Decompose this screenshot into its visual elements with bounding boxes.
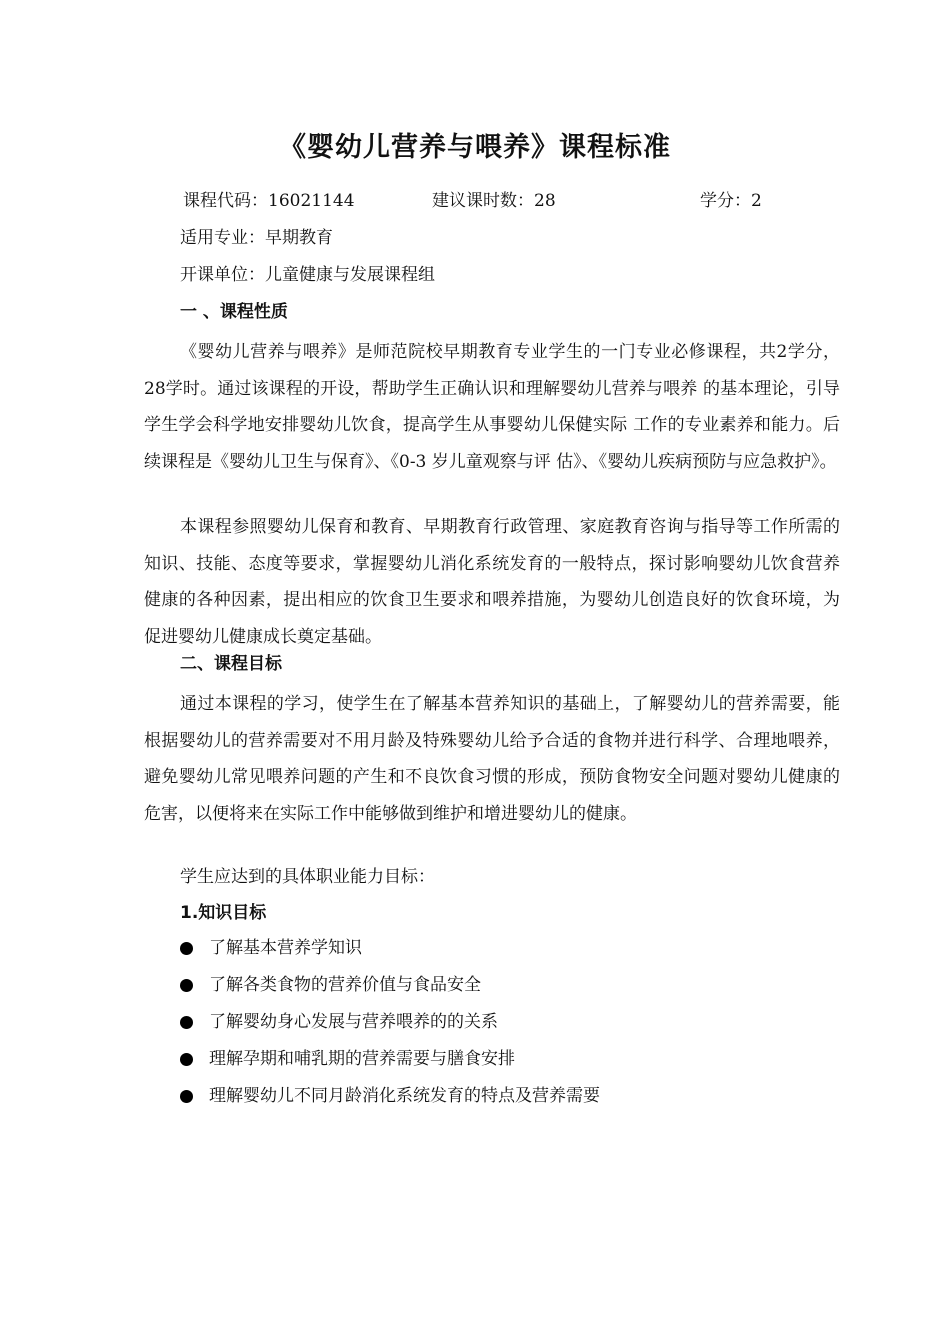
section-heading-course-nature: 一 、课程性质 [180,302,288,322]
credits: 学分：2 [700,191,762,211]
course-nature-paragraph-2: 本课程参照婴幼儿保育和教育、早期教育行政管理、家庭教育咨询与指导等工作所需的知识、技能、态度等要求，掌握婴幼儿消化系统发育的一般特点，探讨影响婴幼儿饮食营养健康的各种因素，提出相应的饮食卫生要求和喂养措施，为婴幼儿创造良好的饮食环境，为促进婴幼儿健康成长奠定基础。 [144,517,840,647]
knowledge-objectives-list [180,933,600,1118]
section-heading-course-objectives: 二、课程目标 [180,654,282,674]
bullet-icon [180,1053,193,1066]
bullet-icon [180,1016,193,1029]
list-item [180,1081,600,1118]
objectives-intro: 学生应达到的具体职业能力目标： [180,867,435,887]
bullet-icon [180,942,193,955]
list-item-text: 了解各类食物的营养价值与食品安全 [209,975,481,995]
course-code: 课程代码：16021144 [183,191,355,211]
course-nature-paragraph-1: 《婴幼儿营养与喂养》是师范院校早期教育专业学生的一门专业必修课程，共2学分，28学时。通过该课程的开设，帮助学生正确认识和理解婴幼儿营养与喂养 的基本理论，引导学生学会科学地安排婴幼儿饮食，提高学生从事婴幼儿保健实际 工作的专业素养和能力。后续课程是《婴幼儿卫生与保育》、《0-3 岁儿童观察与评 估》、《婴幼儿疾病预防与应急救护》。 [144,342,840,472]
list-item [180,933,600,970]
list-item [180,1044,600,1081]
applicable-major: 适用专业：早期教育 [180,228,333,248]
list-item-text: 了解基本营养学知识 [209,938,362,958]
list-item-text: 理解孕期和哺乳期的营养需要与膳食安排 [209,1049,515,1069]
document-title: 《婴幼儿营养与喂养》课程标准 [279,132,671,163]
course-meta-row [183,186,843,216]
list-item [180,1007,600,1044]
list-item-text: 理解婴幼儿不同月龄消化系统发育的特点及营养需要 [209,1086,600,1106]
suggested-hours: 建议课时数：28 [432,191,556,211]
bullet-icon [180,979,193,992]
bullet-icon [180,1090,193,1103]
knowledge-objectives-heading: 1.知识目标 [180,903,267,923]
course-objectives-paragraph: 通过本课程的学习，使学生在了解基本营养知识的基础上，了解婴幼儿的营养需要，能根据婴幼儿的营养需要对不用月龄及特殊婴幼儿给予合适的食物并进行科学、合理地喂养，避免婴幼儿常见喂养问题的产生和不良饮食习惯的形成，预防食物安全问题对婴幼儿健康的危害，以便将来在实际工作中能够做到维护和增进婴幼儿的健康。 [144,694,840,824]
list-item [180,970,600,1007]
list-item-text: 了解婴幼身心发展与营养喂养的的关系 [209,1012,498,1032]
offering-unit: 开课单位：儿童健康与发展课程组 [180,265,435,285]
